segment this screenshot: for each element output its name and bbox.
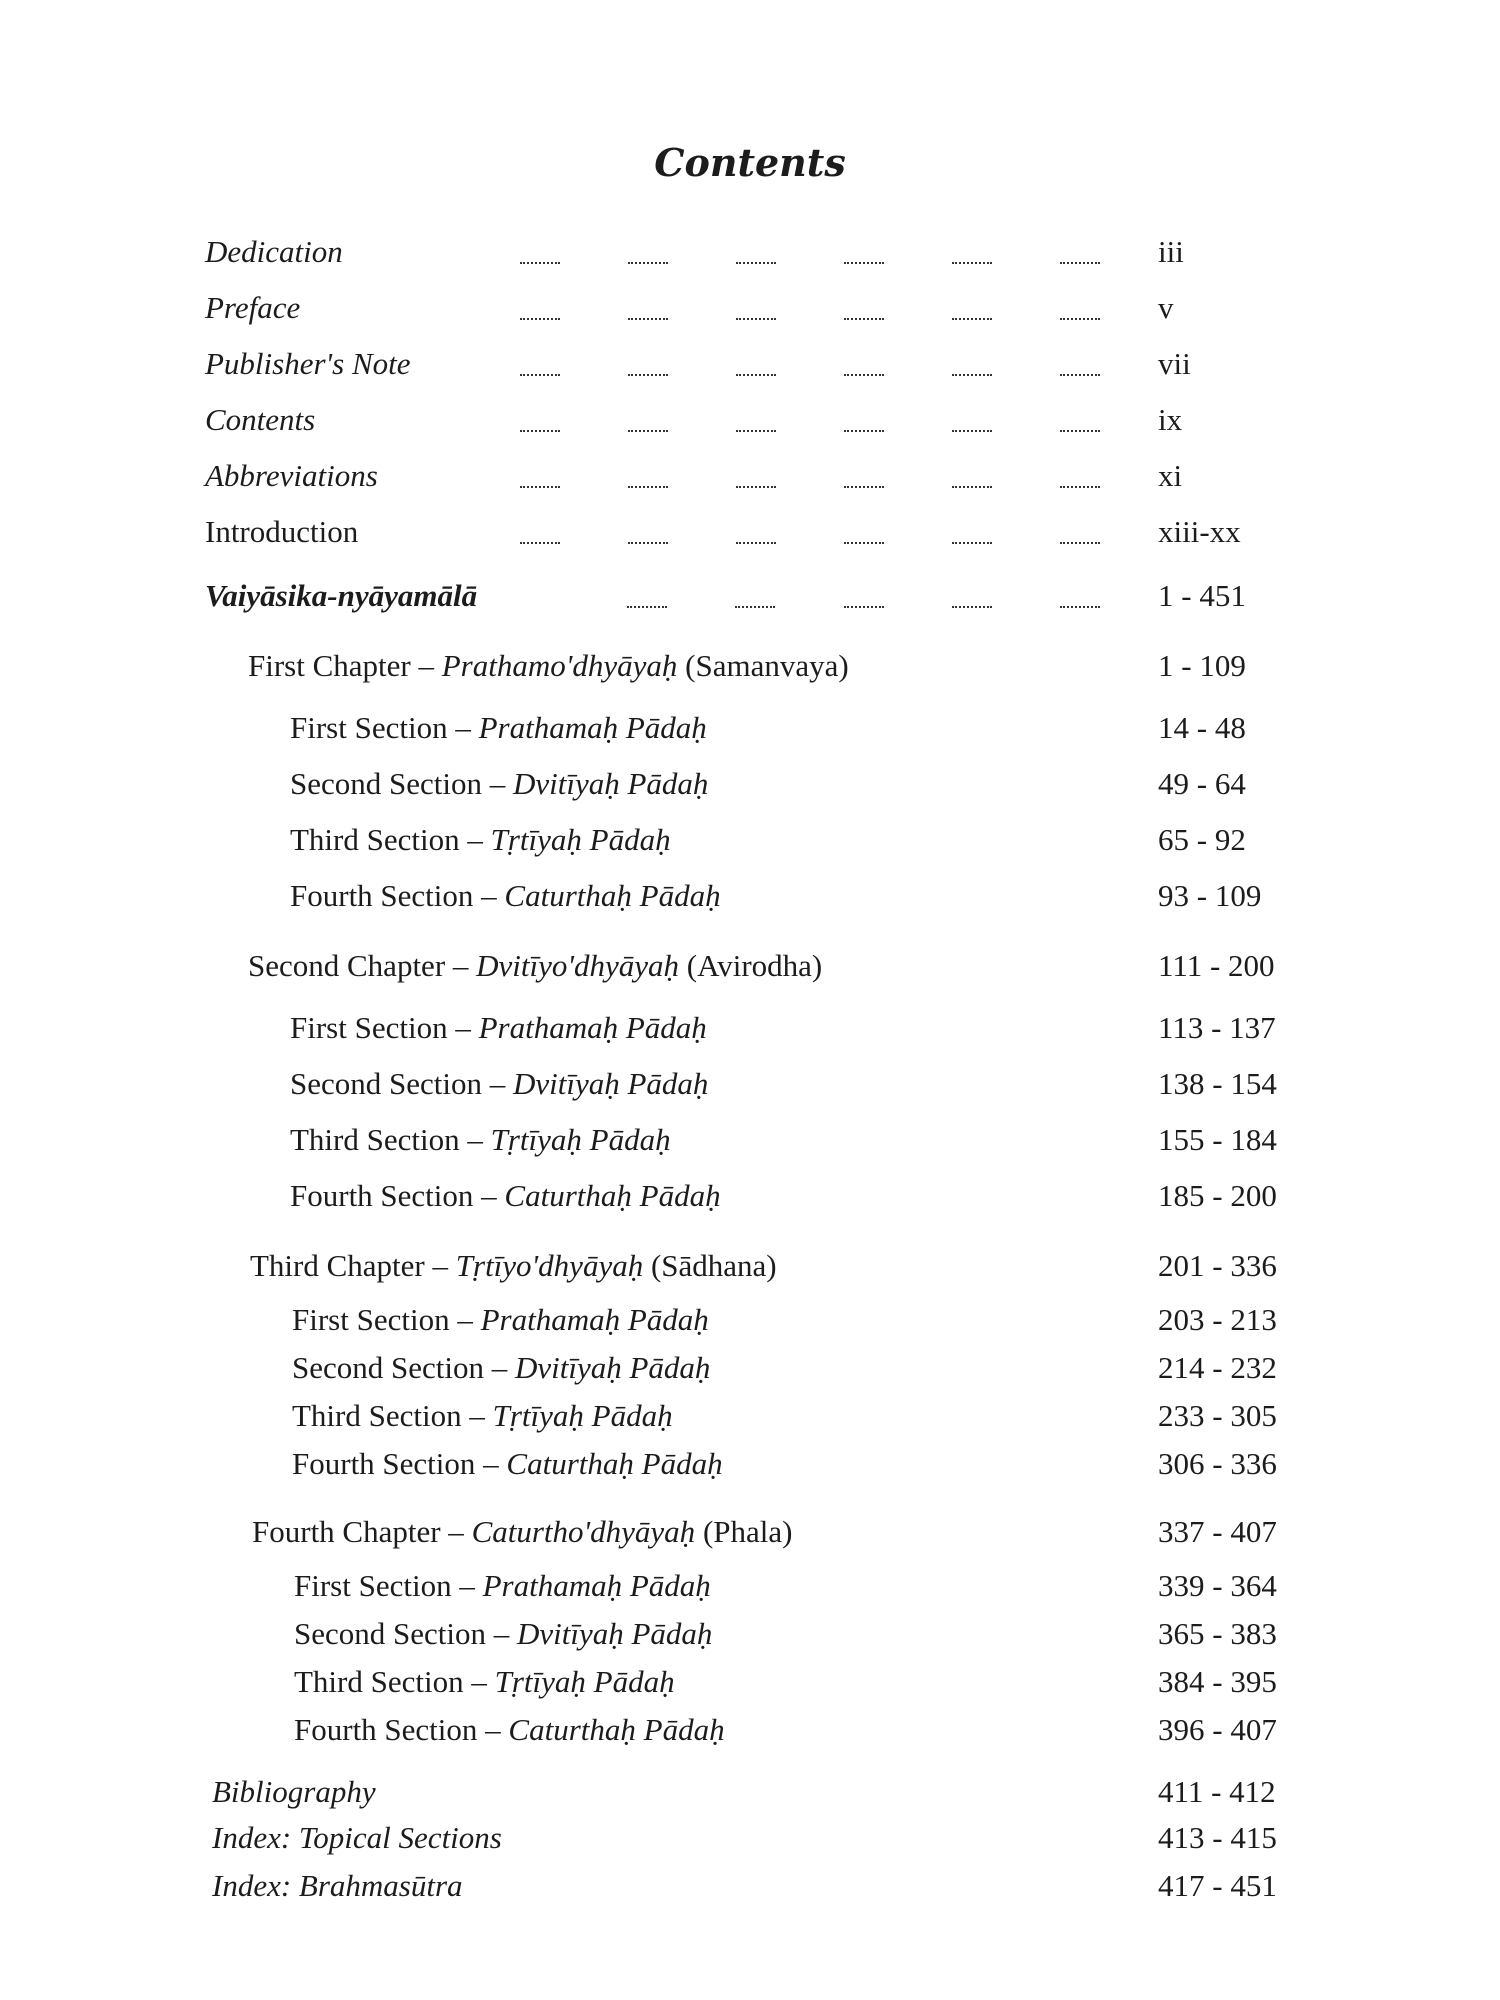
section-label: Fourth Section – Caturthaḥ Pādaḥ [292, 1446, 723, 1481]
leader-dots [627, 576, 1100, 616]
toc-page: xi [1158, 458, 1183, 493]
toc-page: 384 - 395 [1158, 1664, 1277, 1699]
toc-page: vii [1158, 346, 1191, 381]
toc-label: Preface [205, 290, 301, 325]
toc-entry-main-text[interactable] [0, 576, 1500, 620]
toc-page: v [1158, 290, 1174, 325]
section-label: Third Section – Tṛtīyaḥ Pādaḥ [290, 1122, 671, 1157]
toc-page: 49 - 64 [1158, 766, 1246, 801]
toc-section[interactable] [0, 820, 1500, 864]
toc-section[interactable] [0, 1008, 1500, 1052]
toc-chapter-1[interactable] [0, 646, 1500, 690]
toc-section[interactable] [0, 764, 1500, 808]
toc-label: Contents [205, 402, 316, 437]
leader-dots [520, 400, 1100, 440]
toc-page: 1 - 451 [1158, 578, 1246, 613]
toc-page: 233 - 305 [1158, 1398, 1277, 1433]
chapter-label: Second Chapter – Dvitīyo'dhyāyaḥ (Avirodha) [248, 948, 823, 983]
toc-entry-publishers-note[interactable] [0, 344, 1500, 388]
toc-label: Publisher's Note [205, 346, 411, 381]
toc-page: 396 - 407 [1158, 1712, 1277, 1747]
toc-chapter-4[interactable] [0, 1512, 1500, 1556]
section-label: Second Section – Dvitīyaḥ Pādaḥ [294, 1616, 713, 1651]
page-title: Contents [654, 140, 846, 185]
toc-label: Dedication [205, 234, 343, 269]
toc-section[interactable] [0, 876, 1500, 920]
section-label: First Section – Prathamaḥ Pādaḥ [294, 1568, 711, 1603]
section-label: Third Section – Tṛtīyaḥ Pādaḥ [292, 1398, 673, 1433]
leader-dots [520, 232, 1100, 272]
toc-chapter-2[interactable] [0, 946, 1500, 990]
toc-section[interactable] [0, 1120, 1500, 1164]
section-label: First Section – Prathamaḥ Pādaḥ [290, 1010, 707, 1045]
toc-page: 203 - 213 [1158, 1302, 1277, 1337]
section-label: Third Section – Tṛtīyaḥ Pādaḥ [294, 1664, 675, 1699]
toc-page: 111 - 200 [1158, 948, 1275, 983]
toc-page: 113 - 137 [1158, 1010, 1276, 1045]
toc-section[interactable] [0, 1444, 1500, 1488]
leader-dots [520, 512, 1100, 552]
toc-section[interactable] [0, 708, 1500, 752]
section-label: Third Section – Tṛtīyaḥ Pādaḥ [290, 822, 671, 857]
toc-page: 337 - 407 [1158, 1514, 1277, 1549]
toc-entry-bibliography[interactable] [0, 1772, 1500, 1816]
toc-entry-preface[interactable] [0, 288, 1500, 332]
toc-page: 185 - 200 [1158, 1178, 1277, 1213]
toc-section[interactable] [0, 1566, 1500, 1610]
toc-section[interactable] [0, 1710, 1500, 1754]
toc-page: 365 - 383 [1158, 1616, 1277, 1651]
toc-page: 411 - 412 [1158, 1774, 1276, 1809]
toc-section[interactable] [0, 1662, 1500, 1706]
toc-page: 201 - 336 [1158, 1248, 1277, 1283]
toc-entry-dedication[interactable] [0, 232, 1500, 276]
toc-page: iii [1158, 234, 1184, 269]
toc-entry-index-topical[interactable] [0, 1818, 1500, 1862]
toc-label: Introduction [205, 514, 359, 549]
toc-page: 14 - 48 [1158, 710, 1246, 745]
toc-section[interactable] [0, 1614, 1500, 1658]
toc-entry-contents[interactable] [0, 400, 1500, 444]
section-label: Fourth Section – Caturthaḥ Pādaḥ [290, 1178, 721, 1213]
toc-page: 65 - 92 [1158, 822, 1246, 857]
toc-chapter-3[interactable] [0, 1246, 1500, 1290]
toc-page: 1 - 109 [1158, 648, 1246, 683]
toc-entry-abbreviations[interactable] [0, 456, 1500, 500]
toc-page: 214 - 232 [1158, 1350, 1277, 1385]
toc-section[interactable] [0, 1064, 1500, 1108]
toc-page: 413 - 415 [1158, 1820, 1277, 1855]
toc-page: ix [1158, 402, 1183, 437]
toc-page: 417 - 451 [1158, 1868, 1277, 1903]
toc-label: Index: Brahmasūtra [212, 1868, 463, 1903]
chapter-label: Fourth Chapter – Caturtho'dhyāyaḥ (Phala) [252, 1514, 793, 1549]
section-label: Second Section – Dvitīyaḥ Pādaḥ [292, 1350, 711, 1385]
toc-label: Index: Topical Sections [212, 1820, 502, 1855]
toc-page: xiii-xx [1158, 514, 1241, 549]
toc-page: 138 - 154 [1158, 1066, 1277, 1101]
leader-dots [520, 344, 1100, 384]
leader-dots [520, 456, 1100, 496]
toc-label: Bibliography [212, 1774, 376, 1809]
section-label: First Section – Prathamaḥ Pādaḥ [290, 710, 707, 745]
section-label: Fourth Section – Caturthaḥ Pādaḥ [290, 878, 721, 913]
toc-page: 155 - 184 [1158, 1122, 1277, 1157]
section-label: Second Section – Dvitīyaḥ Pādaḥ [290, 766, 709, 801]
toc-section[interactable] [0, 1176, 1500, 1220]
toc-entry-index-brahmasutra[interactable] [0, 1866, 1500, 1910]
toc-entry-introduction[interactable] [0, 512, 1500, 556]
toc-page: 93 - 109 [1158, 878, 1262, 913]
leader-dots [520, 288, 1100, 328]
toc-label: Vaiyāsika-nyāyamālā [205, 578, 478, 613]
toc-section[interactable] [0, 1396, 1500, 1440]
chapter-label: Third Chapter – Tṛtīyo'dhyāyaḥ (Sādhana) [250, 1248, 777, 1283]
section-label: First Section – Prathamaḥ Pādaḥ [292, 1302, 709, 1337]
section-label: Second Section – Dvitīyaḥ Pādaḥ [290, 1066, 709, 1101]
toc-section[interactable] [0, 1300, 1500, 1344]
toc-section[interactable] [0, 1348, 1500, 1392]
toc-page: 339 - 364 [1158, 1568, 1277, 1603]
toc-label: Abbreviations [205, 458, 378, 493]
section-label: Fourth Section – Caturthaḥ Pādaḥ [294, 1712, 725, 1747]
toc-page: 306 - 336 [1158, 1446, 1277, 1481]
chapter-label: First Chapter – Prathamo'dhyāyaḥ (Samanvaya) [248, 648, 849, 683]
